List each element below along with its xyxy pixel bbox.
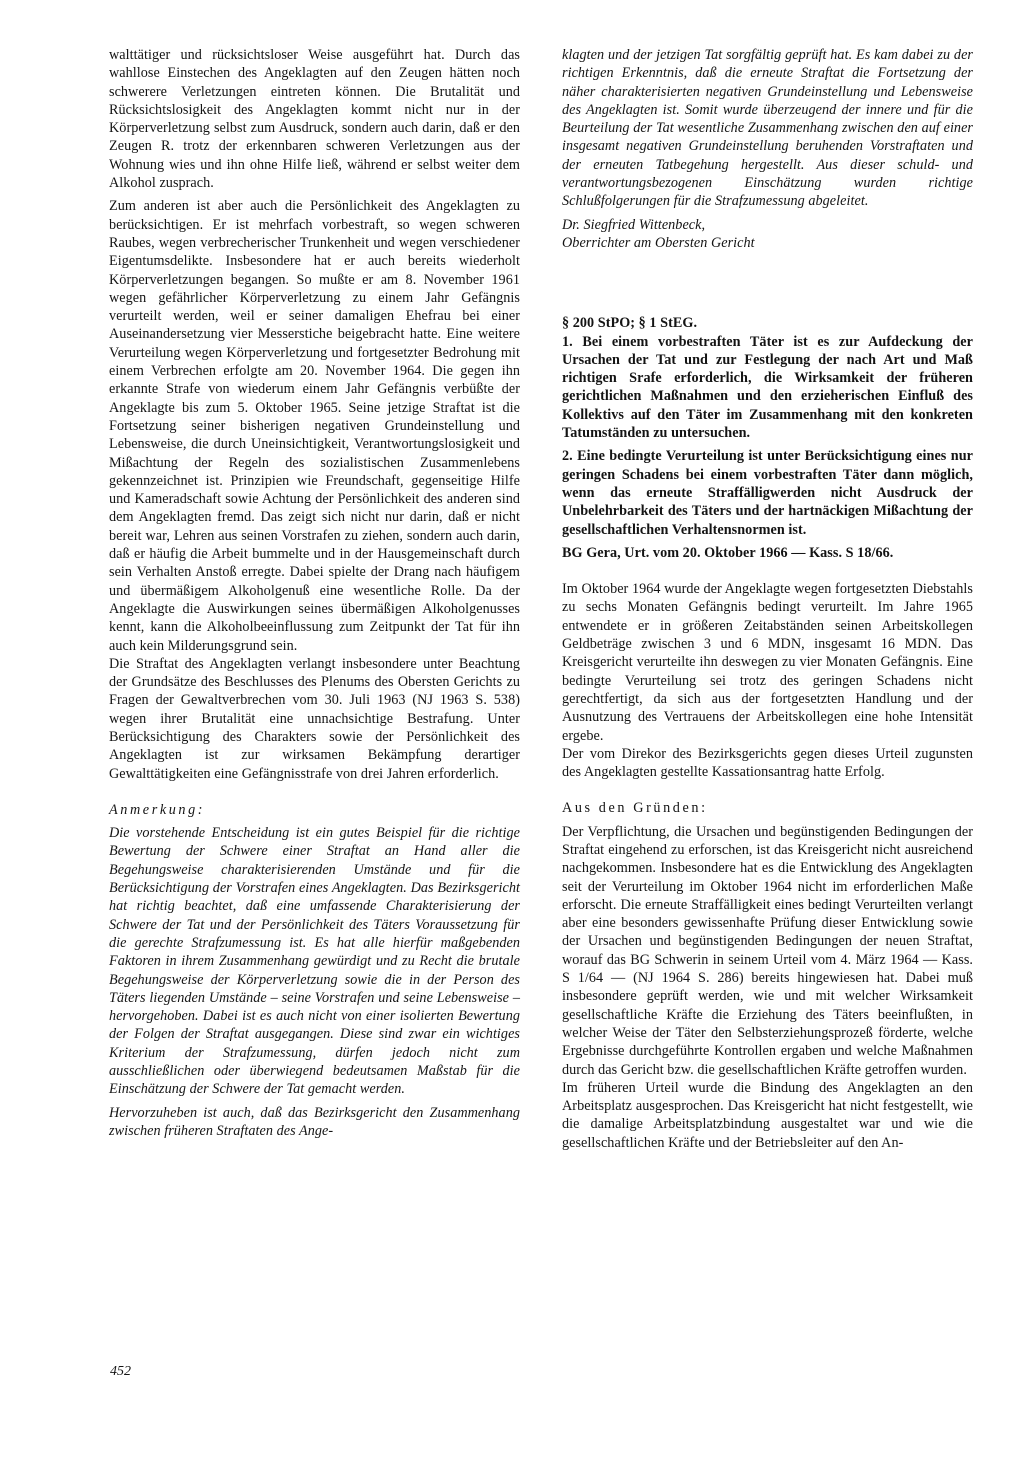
anmerkung-heading: Anmerkung: [109, 801, 206, 818]
left-column [109, 46, 520, 1140]
right-column [562, 46, 973, 1152]
page-number: 452 [110, 1364, 131, 1379]
left-paragraph-2: Zum anderen ist aber auch die Persönlichkeit des Angeklagten zu berücksichtigen. Er ist mehrfach vorbestraft, so wegen schweren Raubes, wegen verbrecherischer Trunkenheit und wegen verschiedener Eigentumsdelikte. Insbesondere hat er auch bereits wiederholt Körperverletzungen begangen. So mußte er am 8. November 1961 wegen gefährlicher Körperverletzung zu einem Jahr Gefängnis verurteilt werden, weil er seiner damaligen Ehefrau bei einer Auseinandersetzung vier Messerstiche beigebracht hatte. Eine weitere Verurteilung wegen Körperverletzung und fortgesetzter Bedrohung mit einem Verbrechen erfolgte am 20. November 1964. Die gegen ihn erkannte Strafe von wiederum einem Jahr Gefängnis verbüßte der Angeklagte bis zum 5. Oktober 1965. Seine jetzige Straftat ist die Fortsetzung seiner bisherigen negativen Grundeinstellung und Lebensweise, die durch Uneinsichtigkeit, Verantwortungslosigkeit und Mißachtung der Regeln des sozialistischen Zusammenlebens gekennzeichnet ist. Prinzipien wie Freundschaft, gegenseitige Hilfe und Kameradschaft sowie Achtung der Persönlichkeit des anderen sind dem Angeklagten fremd. Das zeigt sich nicht nur darin, daß er nicht bereit war, Lehren aus seinen Vorstrafen zu ziehen, sondern auch darin, daß er häufig die Arbeit bummelte und in der Hausgemeinschaft durch sein Verhalten Anstoß erregte. Dabei spielte der Drang nach häufigem und übermäßigem Alkoholgenuß eine wesentliche Rolle. Da der Angeklagte die Auswirkungen seines übermäßigen Alkoholgenusses kennt, kann die Alkoholbeeinflussung zum Zeitpunkt der Tat für ihn auch kein Milderungsgrund sein. [109, 198, 520, 654]
court-citation: BG Gera, Urt. vom 20. Oktober 1966 — Kass. S 18/66. [562, 544, 894, 561]
facts-paragraph-2: Der vom Direkor des Bezirksgerichts gegen dieses Urteil zugunsten des Angeklagten gestellte Kassationsantrag hatte Erfolg. [562, 745, 973, 781]
leitsatz-1: 1. Bei einem vorbestraften Täter ist es zur Aufdeckung der Ursachen der Tat und zur Festlegung der nach Art und Maß richtigen Srafe erforderlich, die Wirksamkeit der früheren gerichtlichen Maßnahmen und den erzieherischen Einfluß des Kollektivs auf den Täter im Zusammenhang mit den konkreten Tatumständen zu untersuchen. [562, 333, 973, 442]
facts-paragraph-1: Im Oktober 1964 wurde der Angeklagte wegen fortgesetzten Diebstahls zu sechs Monaten Gefängnis bedingt verurteilt. Im Jahre 1965 entwendete er in größeren Zeitabständen seinen Arbeitskollegen Geldbeträge zwischen 3 und 6 MDN, insgesamt 16 MDN. Das Kreisgericht verurteilte ihn deswegen zu vier Monaten Gefängnis. Eine bedingte Verurteilung sei trotz des geringen Schadens nicht gerechtfertigt, da sich aus der fortgesetzten Handlung und der Ausnutzung des Vertrauens der Arbeitskollegen eine hohe Intensität ergebe. [562, 581, 973, 744]
statute-heading: § 200 StPO; § 1 StEG. [562, 315, 698, 332]
gruende-paragraph-1: Der Verpflichtung, die Ursachen und begünstigenden Bedingungen der Straftat eingehend zu erforschen, ist das Kreisgericht nicht ausreichend nachgekommen. Insbesondere hat es die Entwicklung des Angeklagten seit der Verurteilung im Oktober 1964 nicht im erforderlichen Maße erforscht. Die erneute Straffälligkeit eines bedingt Verurteilten verlangt aber eine besonders gewissenhafte Prüfung dieser Entwicklung sowie der Ursachen und begünstigenden Bedingungen der neuen Straftat, worauf das BG Schwerin in seinem Urteil vom 4. März 1964 — Kass. S 1/64 — (NJ 1964 S. 286) bereits hingewiesen hat. Dabei muß insbesondere geprüft werden, wie und mit welcher Wirksamkeit gesellschaftliche Kräfte die Erziehung des Täters beeinflußten, in welcher Weise der Täter den Selbsterziehungsprozeß förderte, welche Ergebnisse durchgeführte Kontrollen ergaben und welche Maßnahmen durch das Gericht bzw. die gesellschaftlichen Kräfte getroffen wurden. [562, 823, 973, 1078]
leitsatz-2: 2. Eine bedingte Verurteilung ist unter Berücksichtigung eines nur geringen Schadens bei einem vorbestraften Täter dann möglich, wenn das erneute Straffälligwerden nicht Ausdruck der Unbelehrbarkeit des Täters und der hartnäckigen Mißachtung der gesellschaftlichen Verhaltensnormen ist. [562, 448, 973, 538]
signature-name: Dr. Siegfried Wittenbeck, [562, 216, 706, 233]
anmerkung-paragraph: Die vorstehende Entscheidung ist ein gutes Beispiel für die richtige Bewertung der Schwere einer Straftat an Hand aller die Begehungsweise charakterisierenden Umstände und für die Berücksichtigung der Vorstrafen eines Angeklagten. Das Bezirksgericht hat richtig beachtet, daß eine umfassende Charakterisierung der Schwere der Tat und der Persönlichkeit des Täters Voraussetzung für die gerechte Strafzumessung ist. Es hat alle hierfür maßgebenden Faktoren in ihrem Zusammenhang gewürdigt und zu Recht die brutale Begehungsweise der Körperverletzung sowie die in der Person des Täters liegenden Umstände – seine Vorstrafen und seine Lebensweise – hervorgehoben. Dabei ist es auch nicht von einer isolierten Bewertung der Folgen der Straftat ausgegangen. Diese sind zwar ein wichtiges Kriterium der Strafzumessung, dürfen jedoch nicht zum ausschließlichen oder überwiegend bedeutsamen Maßstab für die Einschätzung der Schwere der Tat gemacht werden. [109, 825, 520, 1098]
anmerkung-paragraph-2: Hervorzuheben ist auch, daß das Bezirksgericht den Zusammenhang zwischen früheren Straftaten des Ange- [109, 1104, 520, 1139]
signature-title: Oberrichter am Obersten Gericht [562, 234, 755, 251]
gruende-heading: Aus den Gründen: [562, 800, 708, 817]
gruende-paragraph-2: Im früheren Urteil wurde die Bindung des Angeklagten an den Arbeitsplatz ausgesprochen. Das Kreisgericht hat nicht festgestellt, wie die damalige Arbeitsplatzbindung ausgestaltet war und wie die gesellschaftlichen Kräfte und der Betriebsleiter auf den An- [562, 1079, 973, 1151]
left-paragraph-1: walttätiger und rücksichtsloser Weise ausgeführt hat. Durch das wahllose Einstechen des Angeklagten auf den Zeugen hätten noch schwerere Verletzungen eintreten können. Die Brutalität und Rücksichtslosigkeit des Angeklagten kommt nicht nur in der Körperverletzung selbst zum Ausdruck, sondern auch darin, daß er den Zeugen R. trotz der erkennbaren schweren Verletzungen aus der Wohnung wies und ihn ohne Hilfe ließ, während er selbst weiter dem Alkohol zusprach. [109, 47, 520, 192]
anmerkung-continuation: klagten und der jetzigen Tat sorgfältig geprüft hat. Es kam dabei zu der richtigen Erkenntnis, daß die erneute Straftat die Fortsetzung der näher charakterisierten negativen Grundeinstellung und Lebensweise des Angeklagten ist. Somit wurde überzeugend der innere und für die Beurteilung der Tat wesentliche Zusammenhang zwischen den auf einer insgesamt negativen Grundeinstellung beruhenden Vorstraftaten und der erneuten Tatbegehung hergestellt. Aus dieser schuld- und verantwortungsbezogenen Einschätzung wurden richtige Schlußfolgerungen für die Strafzumessung abgeleitet. [562, 47, 973, 210]
left-paragraph-3: Die Straftat des Angeklagten verlangt insbesondere unter Beachtung der Grundsätze des Beschlusses des Plenums des Obersten Gerichts zu Fragen der Gewaltverbrechen vom 30. Juli 1963 (NJ 1963 S. 538) wegen ihrer Brutalität eine unnachsichtige Bestrafung. Unter Berücksichtigung des Charakters sowie der Persönlichkeit des Angeklagten ist zur wirksamen Bekämpfung derartiger Gewalttätigkeiten eine Gefängnisstrafe von drei Jahren erforderlich. [109, 655, 520, 782]
